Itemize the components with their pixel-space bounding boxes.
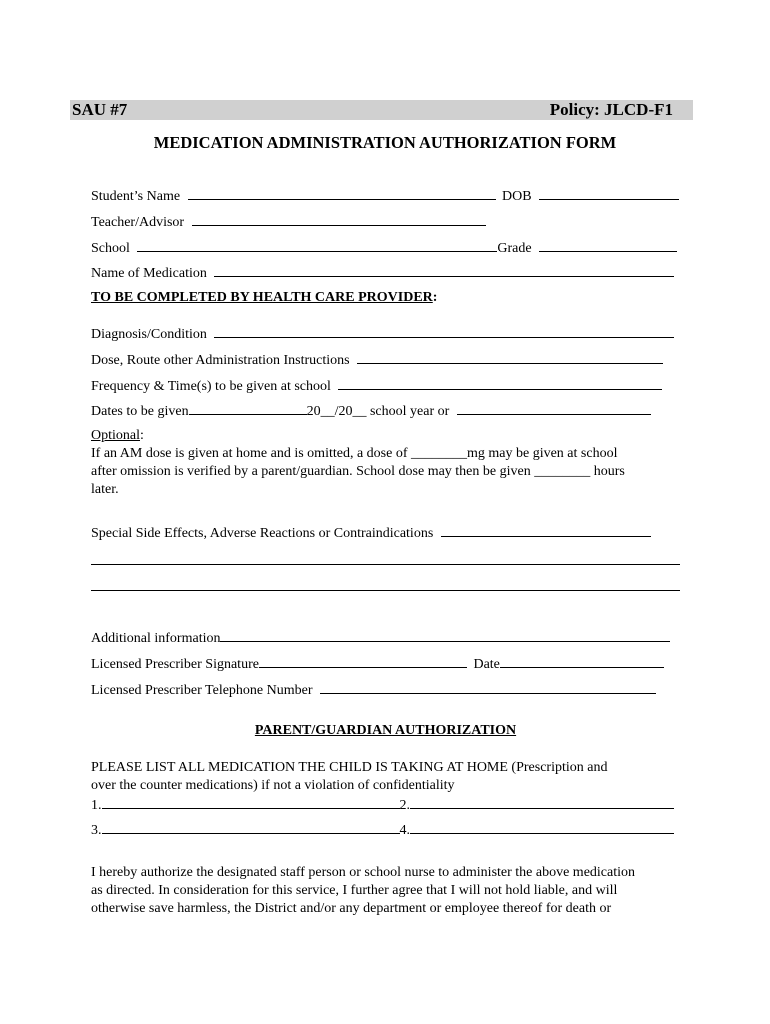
diagnosis-label: Diagnosis/Condition [91, 327, 207, 342]
frequency-field[interactable] [338, 376, 662, 390]
student-name-field[interactable] [188, 186, 496, 200]
provider-heading: TO BE COMPLETED BY HEALTH CARE PROVIDER [91, 290, 433, 305]
additional-label: Additional information [91, 631, 221, 646]
date-field[interactable] [500, 654, 664, 668]
district-label: SAU #7 [72, 100, 128, 119]
medication-list-paragraph [91, 759, 681, 795]
dose-label: Dose, Route other Administration Instructions [91, 353, 350, 368]
telephone-field[interactable] [320, 680, 656, 694]
item-2-label: 2. [399, 798, 410, 813]
grade-field[interactable] [539, 238, 677, 252]
auth-line-2: as directed. In consideration for this service, I further agree that I will not hold liable, and will [91, 883, 618, 898]
school-field[interactable] [137, 238, 497, 252]
dates-alt-field[interactable] [457, 401, 651, 415]
student-name-row [91, 186, 679, 204]
header-bar [70, 100, 693, 120]
auth-line-3: otherwise save harmless, the District and/or any department or employee thereof for death or [91, 901, 612, 916]
home-med-row-1 [91, 795, 674, 813]
list-text-line-2: over the counter medications) if not a violation of confidentiality [91, 778, 455, 793]
teacher-field[interactable] [192, 212, 486, 226]
dates-row [91, 401, 651, 419]
provider-heading-row [91, 289, 437, 307]
medication-field[interactable] [214, 263, 674, 277]
dates-mid: 20__/20__ school year or [306, 404, 450, 419]
medication-row [91, 263, 674, 281]
parent-heading: PARENT/GUARDIAN AUTHORIZATION [254, 723, 517, 738]
optional-heading-line [91, 427, 681, 445]
frequency-label: Frequency & Time(s) to be given at school [91, 379, 331, 394]
student-name-label: Student’s Name [91, 189, 181, 204]
diagnosis-row [91, 324, 674, 342]
authorization-paragraph [91, 864, 681, 918]
optional-colon: : [140, 428, 144, 443]
item-2-field[interactable] [410, 795, 674, 809]
item-3-field[interactable] [102, 820, 400, 834]
frequency-row [91, 376, 662, 394]
date-label: Date [473, 657, 500, 672]
dob-field[interactable] [539, 186, 679, 200]
item-4-label: 4. [399, 823, 410, 838]
item-4-field[interactable] [410, 820, 674, 834]
side-effects-row [91, 523, 651, 541]
medication-label: Name of Medication [91, 266, 207, 281]
signature-field[interactable] [259, 654, 467, 668]
item-3-label: 3. [91, 823, 102, 838]
additional-field[interactable] [220, 628, 670, 642]
optional-paragraph [91, 427, 681, 499]
telephone-row [91, 680, 656, 698]
optional-line-2: after omission is verified by a parent/guardian. School dose may then be given ________ hours [91, 464, 625, 479]
item-1-label: 1. [91, 798, 102, 813]
additional-row [91, 628, 670, 646]
dates-field[interactable] [189, 401, 307, 415]
school-label: School [91, 241, 130, 256]
side-effects-label: Special Side Effects, Adverse Reactions or Contraindications [91, 526, 434, 541]
telephone-label: Licensed Prescriber Telephone Number [91, 683, 313, 698]
optional-label: Optional [91, 428, 140, 443]
side-effects-field[interactable] [441, 523, 651, 537]
policy-label: Policy: JLCD-F1 [549, 100, 673, 119]
auth-line-1: I hereby authorize the designated staff person or school nurse to administer the above medication [91, 865, 636, 880]
teacher-row [91, 212, 486, 230]
dates-label: Dates to be given [91, 404, 189, 419]
dose-field[interactable] [357, 350, 663, 364]
provider-heading-colon: : [432, 290, 438, 305]
list-text-line-1: PLEASE LIST ALL MEDICATION THE CHILD IS TAKING AT HOME (Prescription and [91, 760, 608, 775]
signature-row [91, 654, 664, 672]
side-effects-line-2[interactable] [91, 564, 680, 565]
item-1-field[interactable] [102, 795, 400, 809]
signature-label: Licensed Prescriber Signature [91, 657, 259, 672]
dob-label: DOB [502, 189, 532, 204]
side-effects-line-3[interactable] [91, 590, 680, 591]
optional-line-1: If an AM dose is given at home and is omitted, a dose of ________mg may be given at school [91, 446, 618, 461]
dose-row [91, 350, 663, 368]
grade-label: Grade [497, 241, 532, 256]
school-row [91, 238, 677, 256]
home-med-row-2 [91, 820, 674, 838]
teacher-label: Teacher/Advisor [91, 215, 185, 230]
diagnosis-field[interactable] [214, 324, 674, 338]
form-title: MEDICATION ADMINISTRATION AUTHORIZATION FORM [153, 133, 617, 152]
optional-line-3: later. [91, 482, 119, 497]
